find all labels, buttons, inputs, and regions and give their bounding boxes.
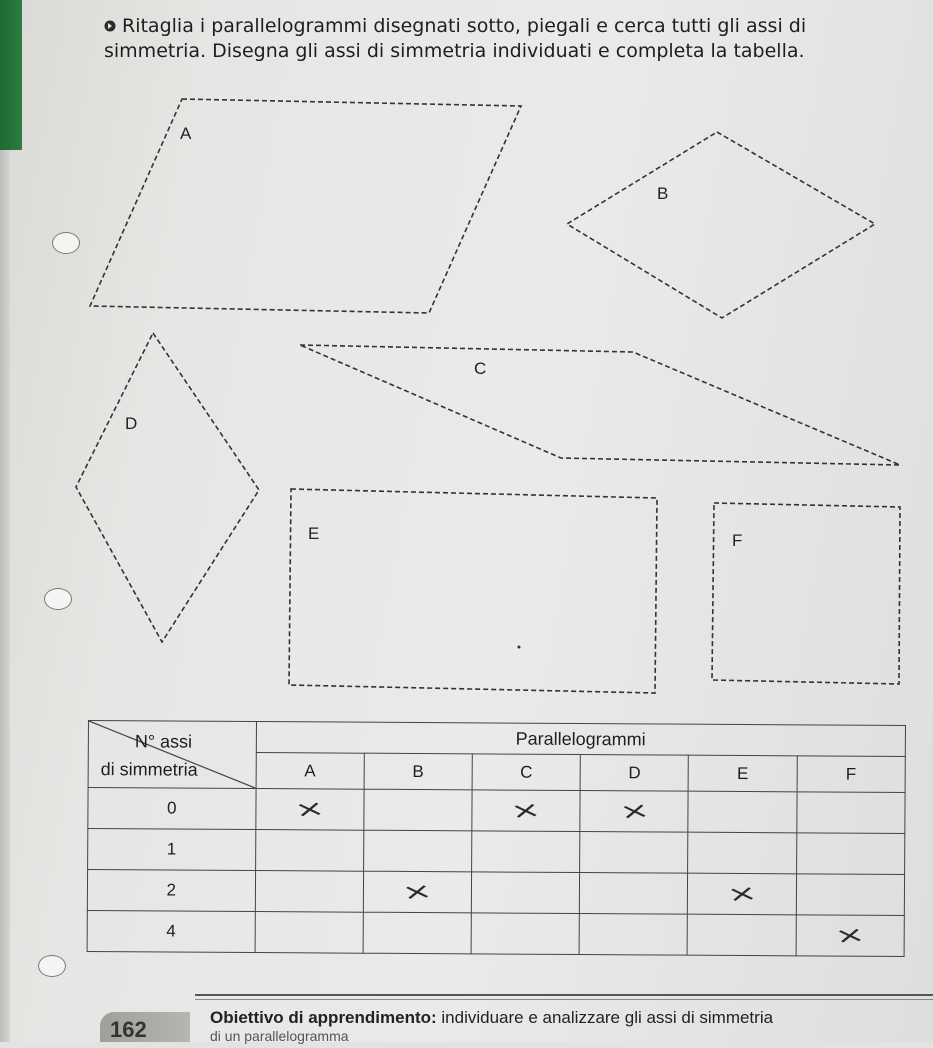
learning-objective: [210, 1008, 773, 1028]
table-cell[interactable]: [796, 874, 905, 916]
page-number: 162: [100, 1012, 190, 1042]
table-cell[interactable]: [364, 789, 472, 831]
label-A: A: [180, 124, 192, 143]
label-D: D: [125, 414, 138, 433]
table-cell[interactable]: [688, 832, 796, 874]
table-group-header: Parallelogrammi: [256, 722, 906, 757]
row-header: 1: [88, 829, 256, 871]
table-row: [88, 788, 905, 834]
table-row: [87, 910, 904, 956]
table-corner-header: [88, 721, 256, 789]
table-cell[interactable]: [580, 832, 688, 874]
table-cell[interactable]: [796, 915, 905, 957]
table-cell[interactable]: [688, 873, 796, 915]
column-header: F: [797, 756, 906, 792]
rectangle-E: [289, 489, 657, 693]
label-E: E: [308, 524, 320, 543]
row-header: 2: [87, 870, 255, 912]
table-cell[interactable]: [688, 914, 796, 956]
objective-label: Obiettivo di apprendimento:: [210, 1008, 437, 1027]
table-cell[interactable]: [363, 871, 471, 913]
column-header: B: [364, 754, 472, 790]
row-header: 4: [87, 910, 255, 952]
parallelogram-A: [90, 99, 521, 313]
row-header: 0: [88, 788, 256, 830]
corner-header-symmetry: di simmetria: [100, 759, 198, 780]
table-cell[interactable]: [255, 830, 363, 872]
handwritten-mark: ×: [616, 797, 652, 825]
table-cell[interactable]: [471, 872, 579, 914]
table-cell[interactable]: [580, 791, 688, 833]
footer-rule: [195, 994, 933, 996]
table-cell[interactable]: [579, 914, 687, 956]
table-cell[interactable]: [796, 833, 905, 875]
column-header: D: [580, 755, 688, 791]
parallelogram-C: [300, 345, 900, 465]
symmetry-axes-table: [87, 720, 906, 957]
table-cell[interactable]: [255, 789, 363, 831]
corner-header-axes: N° assi: [134, 731, 193, 752]
column-header: E: [689, 756, 797, 792]
table-row: [87, 870, 904, 916]
table-cell[interactable]: [255, 912, 363, 954]
rhombus-D: [76, 333, 259, 642]
table-cell[interactable]: [363, 912, 471, 954]
table-cell[interactable]: [472, 790, 580, 832]
table-row: [88, 829, 905, 875]
objective-continuation: di un parallelogramma: [210, 1028, 349, 1044]
handwritten-mark: ×: [508, 797, 544, 825]
table-cell[interactable]: [363, 830, 471, 872]
rhombus-B: [567, 132, 875, 318]
label-C: C: [474, 359, 487, 378]
handwritten-mark: ×: [292, 795, 327, 823]
label-F: F: [732, 531, 743, 550]
handwritten-mark: ×: [832, 922, 868, 950]
objective-text: individuare e analizzare gli assi di simmetria: [441, 1008, 774, 1027]
column-header: A: [256, 753, 364, 789]
table-cell[interactable]: [797, 792, 906, 834]
table-cell[interactable]: [255, 871, 363, 913]
handwritten-mark: ×: [724, 880, 760, 908]
label-B: B: [657, 184, 669, 203]
table-cell[interactable]: [471, 913, 579, 955]
table-cell[interactable]: [688, 791, 796, 833]
column-header: C: [472, 754, 580, 790]
table-cell[interactable]: [472, 831, 580, 873]
handwritten-mark: ×: [400, 878, 435, 906]
punch-hole: [38, 955, 66, 977]
exercise-instructions: Ritaglia i parallelogrammi disegnati sotto, piegali e cerca tutti gli assi di simmetria. Disegna gli assi di simmetria individuati e completa la tabella.: [104, 15, 807, 62]
table-cell[interactable]: [580, 873, 688, 915]
footer-rule-thin: [195, 999, 933, 1000]
